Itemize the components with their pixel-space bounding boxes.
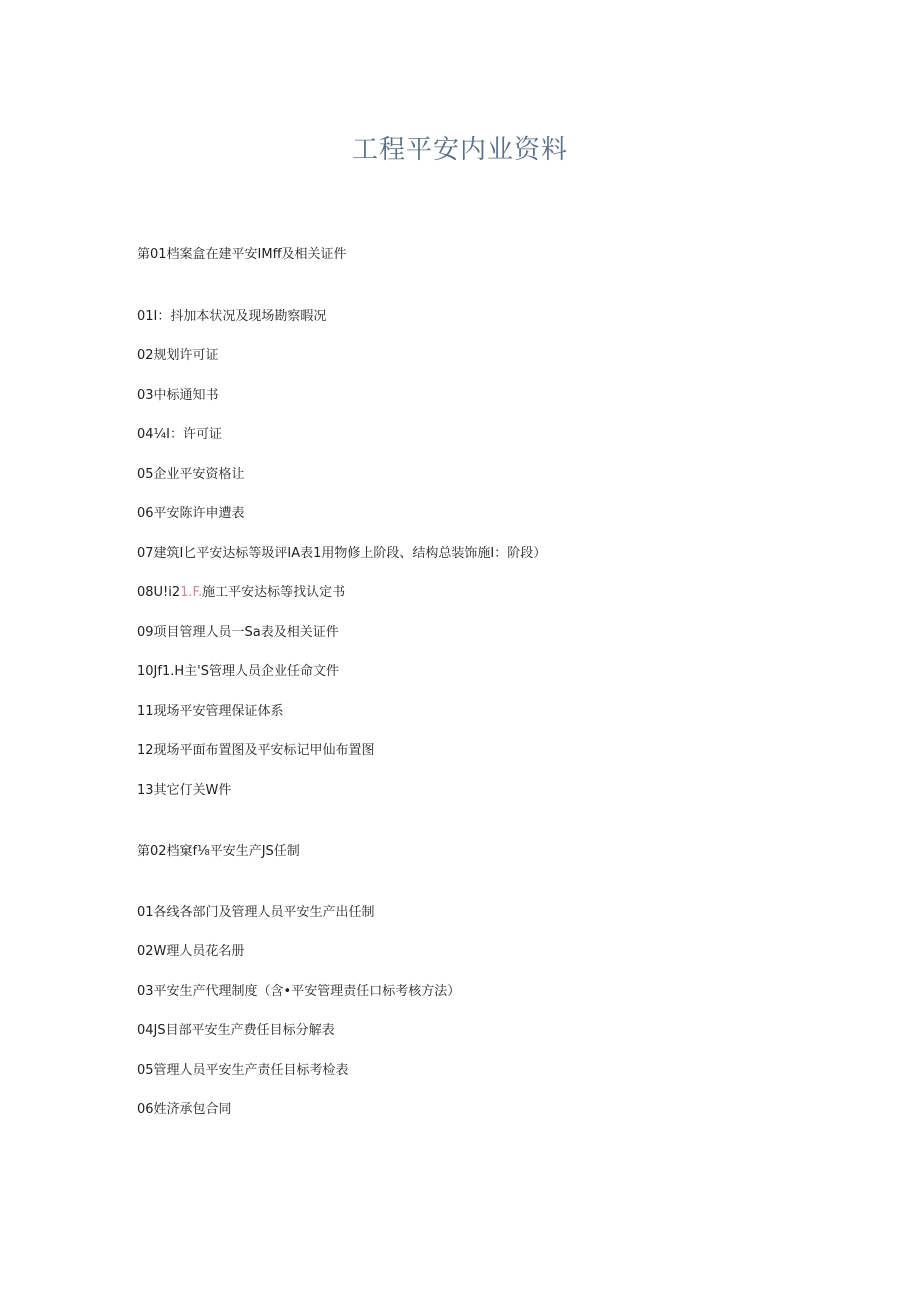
section-2-heading: 第02档窠f⅛平安生产JS任制 — [137, 844, 300, 859]
document-title: 工程平安内业资料 — [351, 135, 568, 165]
list-item: 11现场平安管理保证体系 — [137, 704, 284, 719]
section-1-heading: 第01档案盒在建平安IMff及相关证件 — [137, 247, 347, 262]
list-item: 01I：抖加本状况及现场勘察暇况 — [137, 309, 327, 324]
list-item: 02W理人员花名册 — [137, 944, 245, 959]
list-item-accent-text: 1.F. — [180, 585, 203, 600]
list-item: 10Jf1.H主'S管理人员企业任命文件 — [137, 664, 339, 679]
list-item: 04¼I：许可证 — [137, 427, 222, 442]
list-item: 07建筑I匕平安达标等圾评IA表1用物修上阶段、结构总装饰施I：阶段） — [137, 546, 547, 561]
list-item: 03中标通知书 — [137, 388, 219, 403]
list-item — [137, 584, 345, 602]
list-item: 09项目管理人员一Sa表及相关证件 — [137, 625, 339, 640]
list-item-text: 08U!i2 — [137, 585, 181, 600]
list-item: 13其它仃关W件 — [137, 783, 232, 798]
list-item: 02规划许可证 — [137, 348, 219, 363]
list-item-text: 施工平安达标等找认定书 — [202, 585, 346, 600]
list-item: 03平安生产代理制度（含•平安管理责任口标考核方法） — [137, 984, 461, 999]
list-item: 05管理人员平安生产责任目标考检表 — [137, 1063, 349, 1078]
list-item: 04JS目部平安生产费任目标分解表 — [137, 1023, 335, 1038]
list-item: 06平安陈许申遭表 — [137, 506, 245, 521]
list-item: 01各线各部门及管理人员平安生产出任制 — [137, 905, 375, 920]
list-item: 05企业平安资格让 — [137, 467, 245, 482]
list-item: 06姓济承包合同 — [137, 1102, 232, 1117]
list-item: 12现场平面布置图及平安标记甲仙布置图 — [137, 743, 375, 758]
